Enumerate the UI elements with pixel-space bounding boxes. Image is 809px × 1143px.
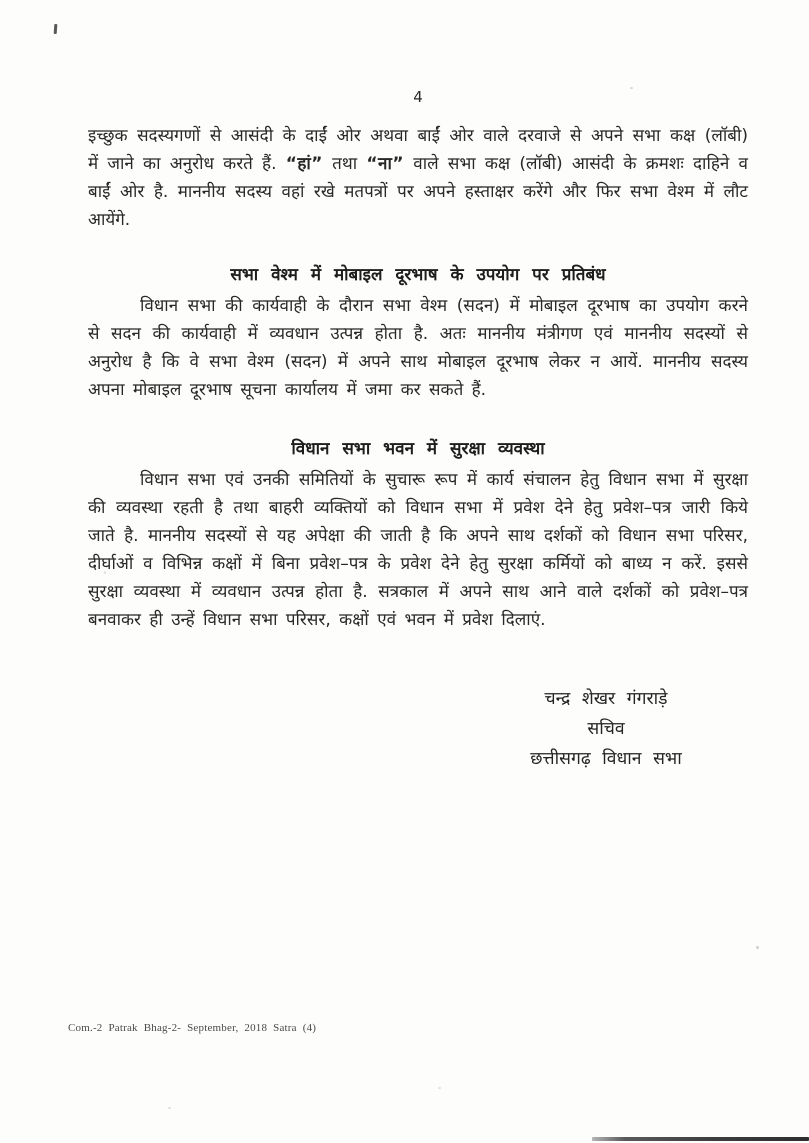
signature-block xyxy=(486,684,726,774)
intro-paragraph-text-1: इच्छुक सदस्यगणों से आसंदी के दाईं ओर अथवा बाईं ओर वाले दरवाजे से अपने सभा कक्ष (लॉबी) में जाने का अनुरोध करते हैं. xyxy=(88,126,748,174)
signature-organization: छत्तीसगढ़ विधान सभा xyxy=(530,749,682,769)
section-body-security-arrangement: विधान सभा एवं उनकी समितियों के सुचारू रूप में कार्य संचालन हेतु विधान सभा में सुरक्षा की व्यवस्था रहती है तथा बाहरी व्यक्तियों को विधान सभा में प्रवेश देने हेतु प्रवेश–पत्र जारी किये जाते है. माननीय सदस्यों से यह अपेक्षा की जाती है कि अपने साथ दर्शकों को विधान सभा परिसर, दीर्घाओं व विभिन्न कक्षों में बिना प्रवेश–पत्र के प्रवेश देने हेतु सुरक्षा कर्मियों को बाध्य न करें. इससे सुरक्षा व्यवस्था में व्यवधान उत्पन्न होता है. सत्रकाल में अपने साथ आने वाले दर्शकों को प्रवेश–पत्र बनवाकर ही उन्हें विधान सभा परिसर, कक्षों एवं भवन में प्रवेश दिलाएं. xyxy=(88,470,748,630)
scan-speck xyxy=(168,1107,171,1109)
scan-speck xyxy=(630,87,633,89)
section-body-mobile-phone-restriction: विधान सभा की कार्यवाही के दौरान सभा वेश्म (सदन) में मोबाइल दूरभाष का उपयोग करने से सदन की कार्यवाही में व्यवधान उत्पन्न होता है. अतः माननीय मंत्रीगण एवं माननीय सदस्यों से अनुरोध है कि वे सभा वेश्म (सदन) में अपने साथ मोबाइल दूरभाष लेकर न आयें. माननीय सदस्य अपना मोबाइल दूरभाष सूचना कार्यालय में जमा कर सकते हैं. xyxy=(88,296,748,400)
page-number: 4 xyxy=(413,88,423,106)
section-heading-security-arrangement: विधान सभा भवन में सुरक्षा व्यवस्था xyxy=(291,439,545,459)
signature-name: चन्द्र शेखर गंगराड़े xyxy=(544,689,668,709)
intro-paragraph-text-2: तथा xyxy=(322,154,367,174)
scan-speck xyxy=(104,571,106,574)
footer-imprint: Com.-2 Patrak Bhag-2- September, 2018 Satra (4) xyxy=(68,1022,317,1034)
intro-paragraph xyxy=(88,122,748,234)
quoted-word-yes: “हां” xyxy=(285,154,323,174)
scan-speck xyxy=(438,1087,441,1089)
scan-artifact-bottom-edge-line xyxy=(592,1137,809,1141)
section-heading-mobile-phone-restriction: सभा वेश्म में मोबाइल दूरभाष के उपयोग पर प्रतिबंध xyxy=(230,265,606,285)
intro-paragraph-text-3: वाले सभा कक्ष (लॉबी) आसंदी के क्रमशः दाहिने व बाईं ओर है. माननीय सदस्य वहां रखे मतपत्रों पर अपने हस्ताक्षर करेंगे और फिर सभा वेश्म में लौट आयेंगे. xyxy=(88,154,748,230)
quoted-word-no: “ना” xyxy=(366,154,405,174)
signature-designation: सचिव xyxy=(587,719,625,739)
scan-speck xyxy=(756,946,759,949)
